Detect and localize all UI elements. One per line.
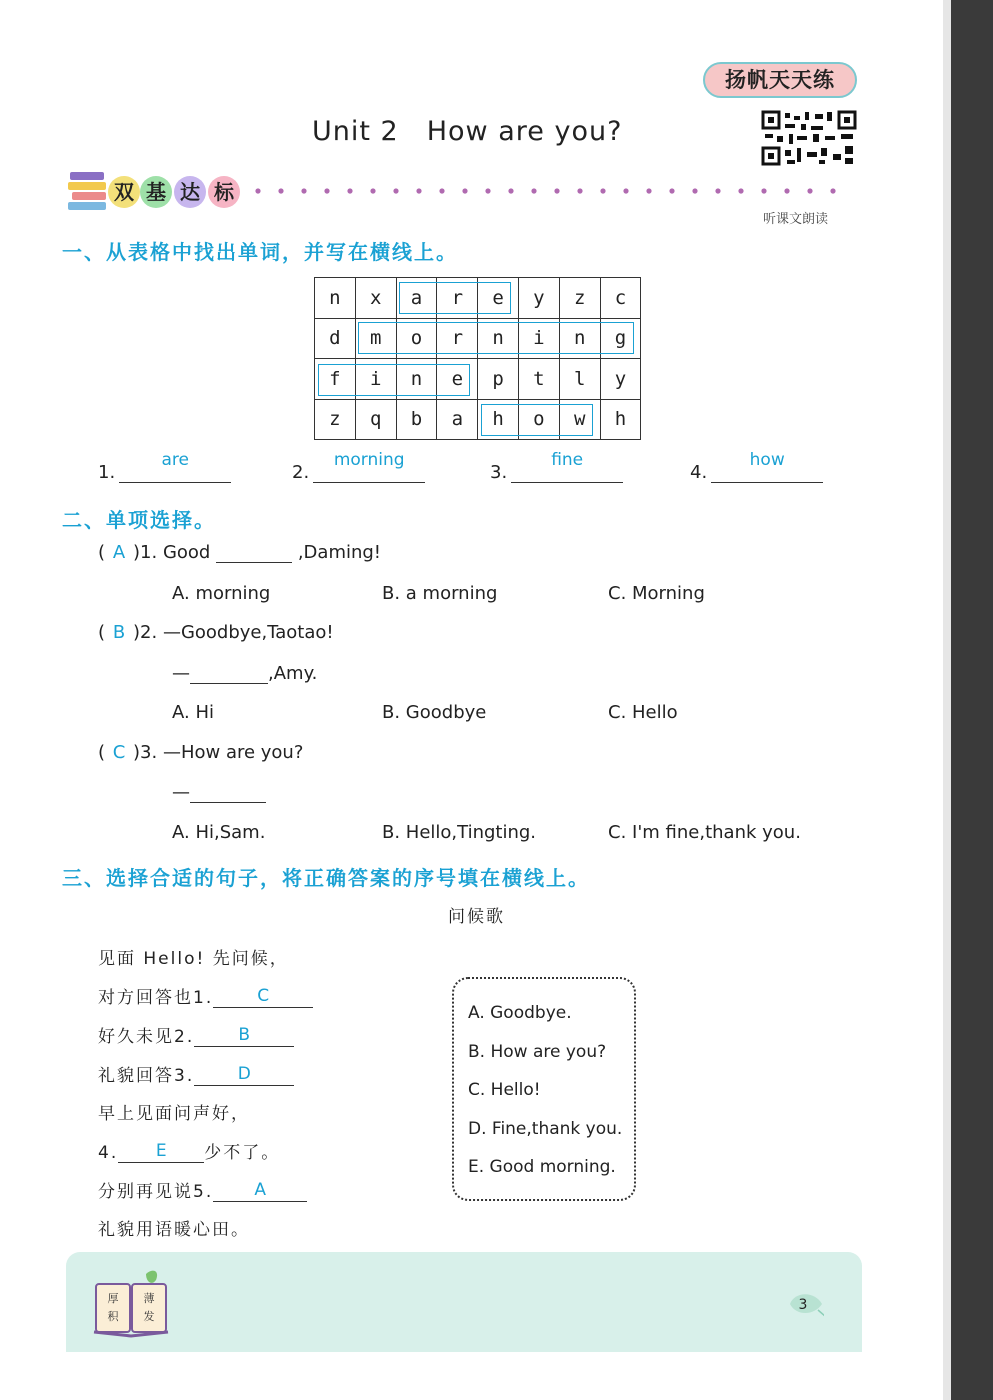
brand-badge: 扬帆天天练: [703, 62, 857, 98]
question-2-reply: — ,Amy.: [172, 663, 318, 684]
grid-cell: t: [518, 359, 559, 400]
answer-2: 2. morning: [292, 462, 425, 483]
poem-answer: C: [257, 986, 270, 1006]
choice-item: B. How are you?: [468, 1042, 607, 1062]
answer-1: 1. are: [98, 462, 231, 483]
section-2-heading: 二、单项选择。: [62, 508, 216, 532]
choice-item: A. Goodbye.: [468, 1003, 572, 1023]
poem-blank[interactable]: [194, 1064, 294, 1086]
answer-text: fine: [551, 450, 584, 470]
grid-cell: y: [600, 359, 641, 400]
choice-answer[interactable]: C: [112, 742, 126, 763]
footer-band: [66, 1252, 862, 1352]
poem-line: 礼貌用语暖心田。: [98, 1220, 250, 1240]
grid-cell: a: [396, 278, 437, 319]
book-label: 厚: [107, 1292, 119, 1305]
poem-blank[interactable]: [118, 1141, 204, 1163]
poem-answer: E: [155, 1141, 167, 1161]
grid-cell: y: [518, 278, 559, 319]
answer-text: morning: [333, 450, 405, 470]
page-title: [312, 116, 622, 147]
grid-cell: l: [559, 359, 600, 400]
grid-cell: m: [355, 318, 396, 359]
book-label: 积: [107, 1310, 119, 1323]
grid-cell: z: [315, 399, 356, 440]
grid-cell: q: [355, 399, 396, 440]
grid-cell: n: [478, 318, 519, 359]
qr-code-icon: [761, 110, 857, 166]
grid-cell: w: [559, 399, 600, 440]
title-unit: Unit 2: [312, 116, 399, 147]
grid-cell: r: [437, 278, 478, 319]
banner-char-2: 基: [140, 176, 172, 208]
highlight-fine: [318, 364, 470, 396]
poem-line: 见面 Hello! 先问候，: [98, 949, 289, 969]
page-number-leaf: [788, 1290, 824, 1318]
highlight-how: [481, 404, 593, 436]
grid-cell: b: [396, 399, 437, 440]
poem-answer: D: [237, 1064, 251, 1084]
grid-cell: a: [437, 399, 478, 440]
grid-cell: h: [600, 399, 641, 440]
grid-cell: n: [559, 318, 600, 359]
book-label: 发: [143, 1310, 155, 1323]
question-2: ( B )2. —Goodbye,Taotao!: [98, 622, 334, 643]
poem-blank[interactable]: [213, 1180, 307, 1202]
grid-cell: f: [315, 359, 356, 400]
fill-blank[interactable]: [216, 544, 292, 563]
answer-3: 3. fine: [490, 462, 623, 483]
page-fold: [943, 0, 951, 1400]
poem-line: 分别再见说5. A: [98, 1177, 307, 1202]
poem-line: 早上见面问声好，: [98, 1104, 250, 1124]
grid-cell: i: [355, 359, 396, 400]
option: B. a morning: [382, 583, 498, 604]
choice-answer[interactable]: B: [112, 622, 126, 643]
page-edge: [951, 0, 993, 1400]
option: C. Morning: [608, 583, 705, 604]
poem-answer: B: [238, 1025, 251, 1045]
dotted-rule: [252, 184, 852, 198]
option: A. Hi,Sam.: [172, 822, 266, 843]
poem-line: 礼貌回答3. D: [98, 1061, 294, 1086]
fill-blank[interactable]: [190, 665, 268, 684]
choice-item: D. Fine,thank you.: [468, 1119, 623, 1139]
section-1-heading: 一、从表格中找出单词，并写在横线上。: [62, 240, 458, 264]
banner-char-4: 标: [208, 176, 240, 208]
highlight-are: [399, 282, 511, 314]
answer-4: 4. how: [690, 462, 823, 483]
poem-answer: A: [254, 1180, 267, 1200]
poem-line: 4. E 少不了。: [98, 1141, 281, 1163]
grid-cell: x: [355, 278, 396, 319]
grid-cell: o: [518, 399, 559, 440]
choice-item: E. Good morning.: [468, 1157, 616, 1177]
poem-blank[interactable]: [213, 986, 313, 1008]
grid-cell: i: [518, 318, 559, 359]
grid-cell: e: [437, 359, 478, 400]
grid-cell: c: [600, 278, 641, 319]
fill-blank[interactable]: [190, 784, 266, 803]
option: A. morning: [172, 583, 271, 604]
grid-cell: h: [478, 399, 519, 440]
answer-text: how: [749, 450, 785, 470]
answer-text: are: [161, 450, 189, 470]
grid-cell: r: [437, 318, 478, 359]
option: A. Hi: [172, 702, 214, 723]
banner-char-1: 双: [108, 176, 140, 208]
grid-cell: o: [396, 318, 437, 359]
section-3-heading: 三、选择合适的句子，将正确答案的序号填在横线上。: [62, 866, 590, 890]
option: C. Hello: [608, 702, 678, 723]
option: C. I'm fine,thank you.: [608, 822, 801, 843]
question-3-reply: —: [172, 782, 266, 803]
grid-cell: n: [315, 278, 356, 319]
poem-blank[interactable]: [194, 1025, 294, 1047]
grid-cell: z: [559, 278, 600, 319]
grid-cell: g: [600, 318, 641, 359]
banner-char-3: 达: [174, 176, 206, 208]
qr-caption: 听课文朗读: [763, 212, 829, 227]
choice-answer[interactable]: A: [112, 542, 126, 563]
question-3: ( C )3. —How are you?: [98, 742, 304, 763]
page-number: 3: [798, 1297, 808, 1313]
grid-cell: e: [478, 278, 519, 319]
choice-item: C. Hello!: [468, 1080, 541, 1100]
title-text: How are you?: [426, 116, 623, 147]
option: B. Goodbye: [382, 702, 487, 723]
grid-cell: d: [315, 318, 356, 359]
song-title: 问候歌: [448, 907, 505, 927]
option: B. Hello,Tingting.: [382, 822, 537, 843]
grid-cell: n: [396, 359, 437, 400]
books-icon: [66, 168, 110, 214]
grid-cell: p: [478, 359, 519, 400]
book-label: 薄: [143, 1292, 155, 1305]
poem-line: 好久未见2. B: [98, 1022, 294, 1047]
question-1: ( A )1. Good ,Daming!: [98, 542, 382, 563]
highlight-morning: [358, 322, 634, 354]
open-book-icon: [90, 1268, 172, 1340]
poem-line: 对方回答也1. C: [98, 983, 313, 1008]
